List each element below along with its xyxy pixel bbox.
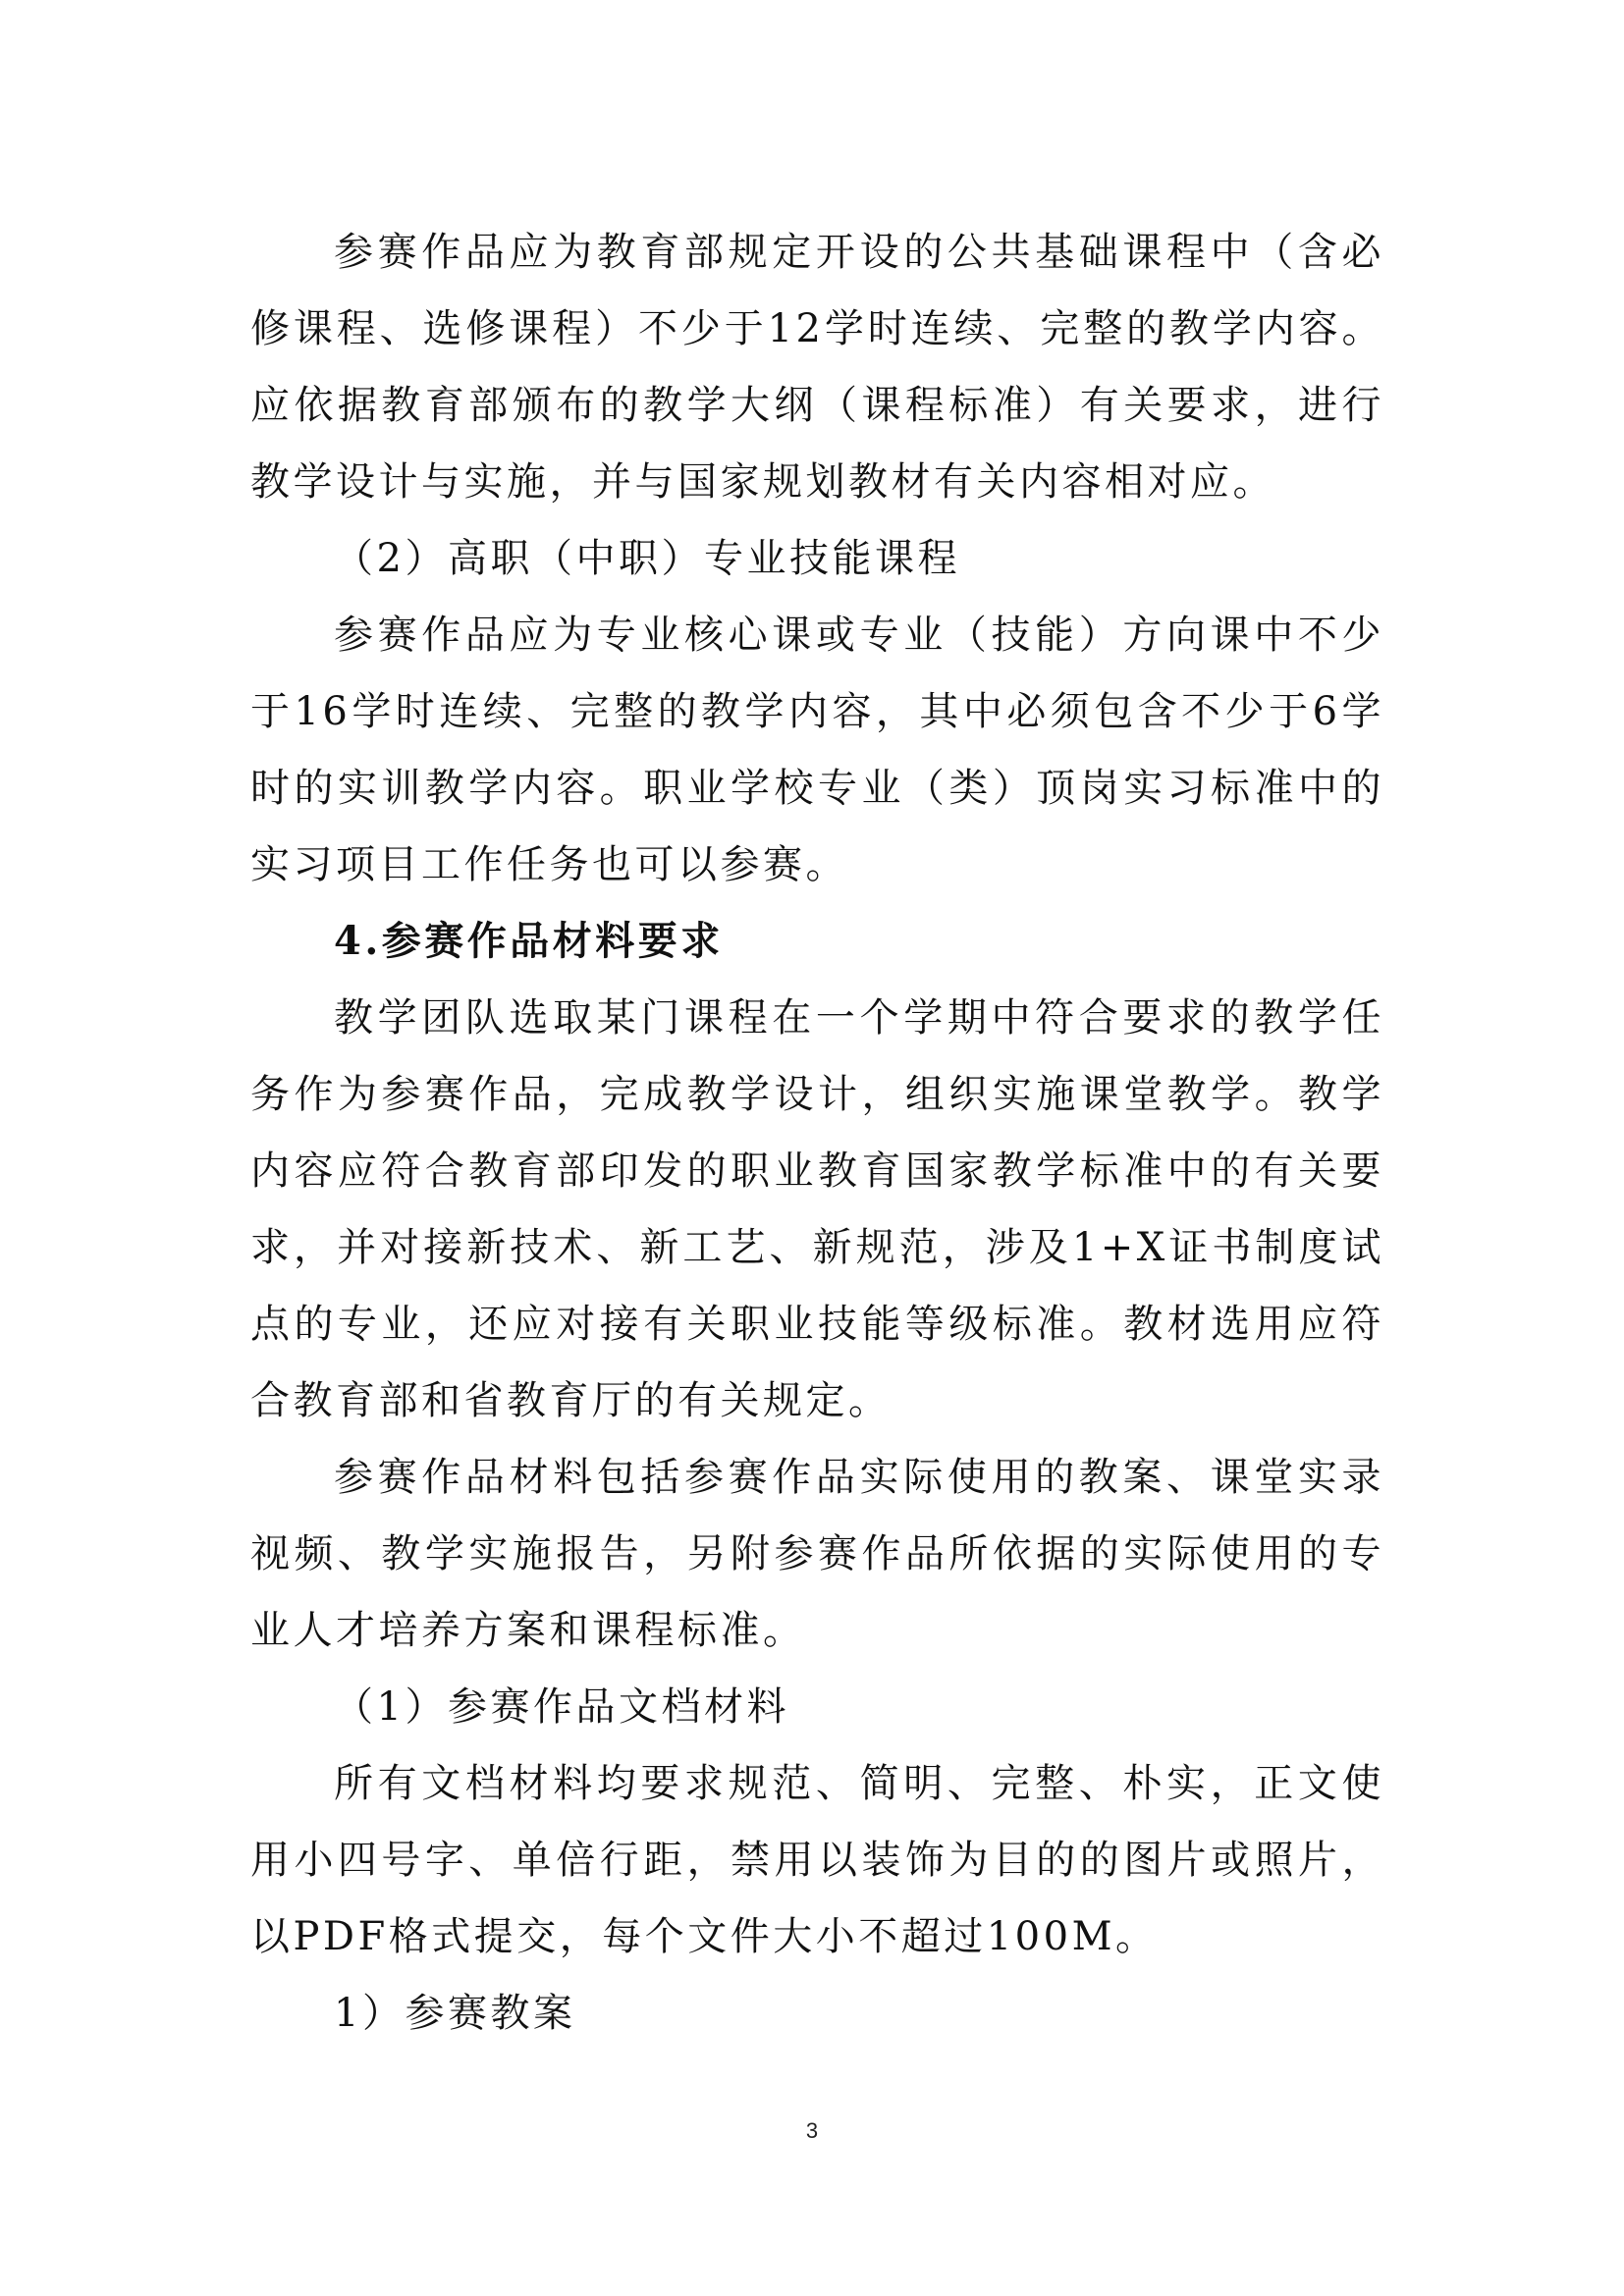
paragraph-document-format-rules: 所有文档材料均要求规范、简明、完整、朴实，正文使用小四号字、单倍行距，禁用以装饰为目的的图片或照片，以PDF格式提交，每个文件大小不超过100M。 [250,1761,1384,1959]
subheading-document-materials: （1）参赛作品文档材料 [334,1684,789,1730]
page-number: 3 [805,2118,819,2143]
paragraph-public-course-requirements: 参赛作品应为教育部规定开设的公共基础课程中（含必修课程、选修课程）不少于12学时连续、完整的教学内容。应依据教育部颁布的教学大纲（课程标准）有关要求，进行教学设计与实施，并与国家规划教材有关内容相对应。 [250,230,1384,505]
paragraph-teaching-team-selection: 教学团队选取某门课程在一个学期中符合要求的教学任务作为参赛作品，完成教学设计，组织实施课堂教学。教学内容应符合教育部印发的职业教育国家教学标准中的有关要求，并对接新技术、新工艺、新规范，涉及1+X证书制度试点的专业，还应对接有关职业技能等级标准。教材选用应符合教育部和省教育厅的有关规定。 [250,995,1384,1423]
paragraph-skills-course-requirements: 参赛作品应为专业核心课或专业（技能）方向课中不少于16学时连续、完整的教学内容，其中必须包含不少于6学时的实训教学内容。职业学校专业（类）顶岗实习标准中的实习项目工作任务也可以参赛。 [250,613,1384,887]
section-heading-materials-requirements: 4.参赛作品材料要求 [334,918,724,964]
subheading-lesson-plan: 1）参赛教案 [334,1991,576,2036]
paragraph-materials-contents: 参赛作品材料包括参赛作品实际使用的教案、课堂实录视频、教学实施报告，另附参赛作品所依据的实际使用的专业人才培养方案和课程标准。 [250,1455,1384,1653]
subheading-vocational-skills-course: （2）高职（中职）专业技能课程 [334,536,960,581]
document-body [250,214,1384,2052]
